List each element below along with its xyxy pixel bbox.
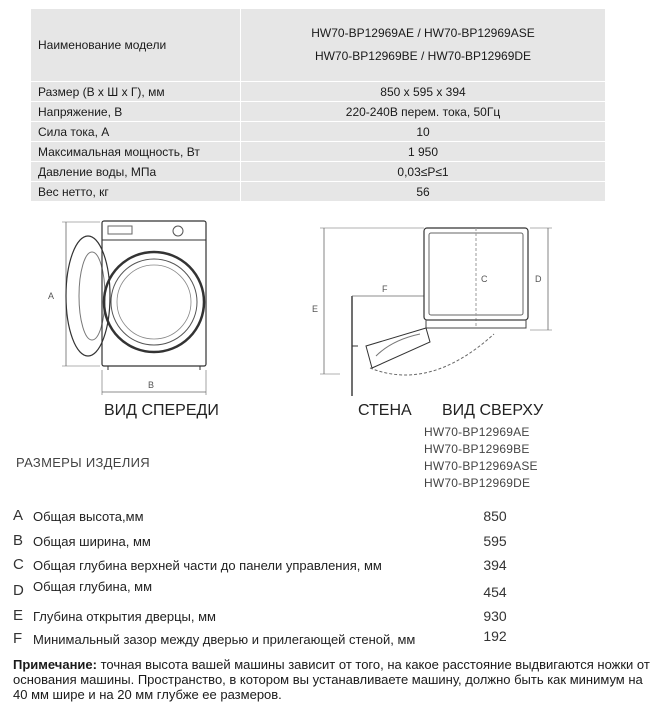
dimension-value: 930 <box>483 608 507 624</box>
dim-letter-f: F <box>382 284 388 294</box>
dim-letter-b: B <box>148 380 155 390</box>
dimension-row <box>0 556 657 576</box>
dimension-row <box>0 607 657 627</box>
top-view-caption: ВИД СВЕРХУ <box>442 402 544 419</box>
note-paragraph <box>13 657 653 702</box>
spec-row <box>31 182 606 202</box>
spec-value: 56 <box>241 182 606 202</box>
spec-value: 1 950 <box>241 142 606 162</box>
dimensions-title: РАЗМЕРЫ ИЗДЕЛИЯ <box>16 455 150 470</box>
dim-letter-d: D <box>535 274 542 284</box>
dimension-row <box>0 507 657 527</box>
dimension-row <box>0 579 657 599</box>
model-name-label: Наименование модели <box>31 9 241 82</box>
dimension-label: Глубина открытия дверцы, мм <box>33 609 216 624</box>
model-item: HW70-BP12969ASE <box>424 459 538 473</box>
top-view-drawing <box>320 228 552 396</box>
wall-caption: СТЕНА <box>358 402 412 419</box>
note-heading: Примечание: <box>13 657 97 672</box>
dimension-letter: A <box>13 507 24 524</box>
spec-value: 0,03≤P≤1 <box>241 162 606 182</box>
spec-label: Давление воды, МПа <box>31 162 241 182</box>
dimension-value: 192 <box>483 628 507 644</box>
model-list <box>424 424 538 492</box>
front-view-drawing <box>62 221 206 395</box>
spec-value: 220-240В перем. тока, 50Гц <box>241 102 606 122</box>
dimension-row <box>0 532 657 552</box>
spec-label: Размер (В х Ш х Г), мм <box>31 82 241 102</box>
spec-label: Вес нетто, кг <box>31 182 241 202</box>
specs-table <box>30 8 606 202</box>
front-view-caption: ВИД СПЕРЕДИ <box>104 402 219 419</box>
spec-row <box>31 82 606 102</box>
model-name-value <box>241 9 606 82</box>
dimension-value: 394 <box>483 557 507 573</box>
dimension-letter: D <box>13 582 24 599</box>
spec-value: 850 х 595 х 394 <box>241 82 606 102</box>
dimension-value: 454 <box>483 584 507 600</box>
model-line-1: HW70-BP12969AE / HW70-BP12969ASE <box>311 26 535 40</box>
spec-row <box>31 142 606 162</box>
model-item: HW70-BP12969BE <box>424 442 530 456</box>
spec-label: Максимальная мощность, Вт <box>31 142 241 162</box>
dimension-label: Общая высота,мм <box>33 509 144 524</box>
dimension-value: 850 <box>483 508 507 524</box>
dimension-label: Минимальный зазор между дверью и прилегающей стеной, мм <box>33 632 416 647</box>
dimension-letter: B <box>13 532 24 549</box>
dimension-label: Общая глубина, мм <box>33 579 153 594</box>
dim-letter-a: A <box>48 291 55 301</box>
spec-label: Сила тока, А <box>31 122 241 142</box>
spec-row <box>31 102 606 122</box>
note-text: точная высота вашей машины зависит от того, на какое расстояние выдвигаются ножки от основания машины. Пространство, в котором вы устанавливаете машину, должно быть как минимум на 40 мм шире и на 20 мм глубже ее размеров. <box>13 657 650 702</box>
dim-letter-e: E <box>312 304 319 314</box>
spec-row <box>31 162 606 182</box>
dimension-label: Общая ширина, мм <box>33 534 151 549</box>
spec-value: 10 <box>241 122 606 142</box>
dimension-letter: F <box>13 630 23 647</box>
specs-model-row <box>31 9 606 82</box>
dimension-label: Общая глубина верхней части до панели управления, мм <box>33 558 382 573</box>
spec-label: Напряжение, В <box>31 102 241 122</box>
dimension-value: 595 <box>483 533 507 549</box>
dimension-row <box>0 630 657 650</box>
spec-row <box>31 122 606 142</box>
model-item: HW70-BP12969DE <box>424 476 531 490</box>
dimension-letter: C <box>13 556 24 573</box>
model-line-2: HW70-BP12969BE / HW70-BP12969DE <box>314 49 532 63</box>
dimension-diagram <box>0 216 657 396</box>
dim-letter-c: C <box>481 274 488 284</box>
dimension-letter: E <box>13 607 24 624</box>
model-item: HW70-BP12969AE <box>424 425 530 439</box>
